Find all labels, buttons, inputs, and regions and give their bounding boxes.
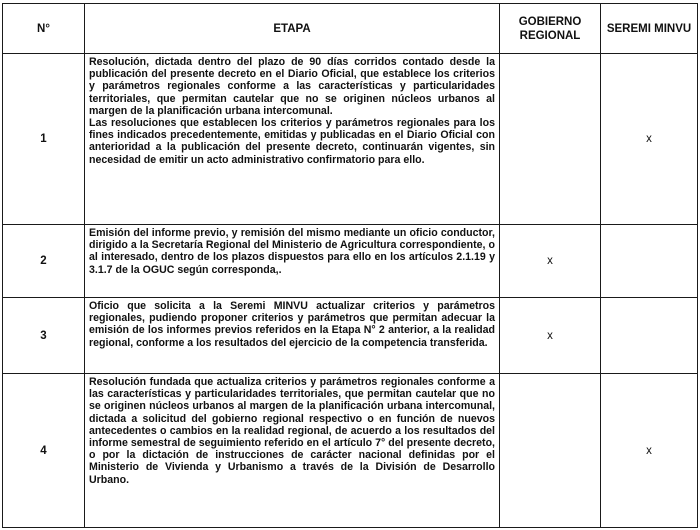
etapa-paragraph: Las resoluciones que establecen los criterios y parámetros regionales para los fines indicados precedentemente, emitidas y publicadas en el Diario Oficial con anterioridad a la publicación del presente decreto, continuarán vigentes, sin necesidad de emitir un acto administrativo confirmatorio para ello.	[89, 117, 495, 166]
gobierno-mark: x	[500, 298, 601, 374]
row-number: 1	[3, 54, 85, 225]
seremi-mark	[601, 225, 698, 298]
row-etapa-text	[85, 54, 500, 225]
row-etapa-text	[85, 374, 500, 528]
etapa-paragraph: Resolución fundada que actualiza criterios y parámetros regionales conforme a las características y particularidades territoriales, que permitan cautelar que no se originen núcleos urbanos al margen de la planificación urbana intercomunal, dictada a solicitud del gobierno regional respectivo o en función de nuevos antecedentes o cambios en la realidad regional, de acuerdo a los resultados del informe semestral de seguimiento referido en el artículo 7° del presente decreto, o por la dictación de instrucciones de carácter nacional definidas por el Ministerio de Vivienda y Urbanismo a través de la División de Desarrollo Urbano.	[89, 376, 495, 486]
row-number: 2	[3, 225, 85, 298]
header-etapa: ETAPA	[85, 4, 500, 54]
seremi-mark	[601, 298, 698, 374]
table-row	[3, 54, 698, 225]
seremi-mark: x	[601, 374, 698, 528]
etapa-paragraph: Emisión del informe previo, y remisión del mismo mediante un oficio conductor, dirigido a la Secretaría Regional del Ministerio de Agricultura correspondiente, o al interesado, dentro de los plazos dispuestos para ello en los artículos 2.1.19 y 3.1.7 de la OGUC según corresponda,.	[89, 227, 495, 276]
stages-table	[2, 3, 698, 528]
row-etapa-text	[85, 298, 500, 374]
seremi-mark: x	[601, 54, 698, 225]
row-number: 4	[3, 374, 85, 528]
header-gobierno-regional: GOBIERNO REGIONAL	[500, 4, 601, 54]
table-row	[3, 298, 698, 374]
header-seremi-minvu: SEREMI MINVU	[601, 4, 698, 54]
row-etapa-text	[85, 225, 500, 298]
gobierno-mark	[500, 374, 601, 528]
row-number: 3	[3, 298, 85, 374]
header-num: N°	[3, 4, 85, 54]
table-row	[3, 374, 698, 528]
gobierno-mark	[500, 54, 601, 225]
table-row	[3, 225, 698, 298]
gobierno-mark: x	[500, 225, 601, 298]
etapa-paragraph: Resolución, dictada dentro del plazo de 90 días corridos contado desde la publicación del presente decreto en el Diario Oficial, que establece los criterios y parámetros regionales conforme a las características y particularidades territoriales, que permitan cautelar que no se originen núcleos urbanos al margen de la planificación urbana intercomunal.	[89, 56, 495, 117]
table-header-row	[3, 4, 698, 54]
etapa-paragraph: Oficio que solicita a la Seremi MINVU actualizar criterios y parámetros regionales, pudiendo proponer criterios y parámetros que permitan adecuar la emisión de los informes previos referidos en la Etapa N° 2 anterior, a la realidad regional, conforme a los resultados del ejercicio de la competencia transferida.	[89, 300, 495, 349]
